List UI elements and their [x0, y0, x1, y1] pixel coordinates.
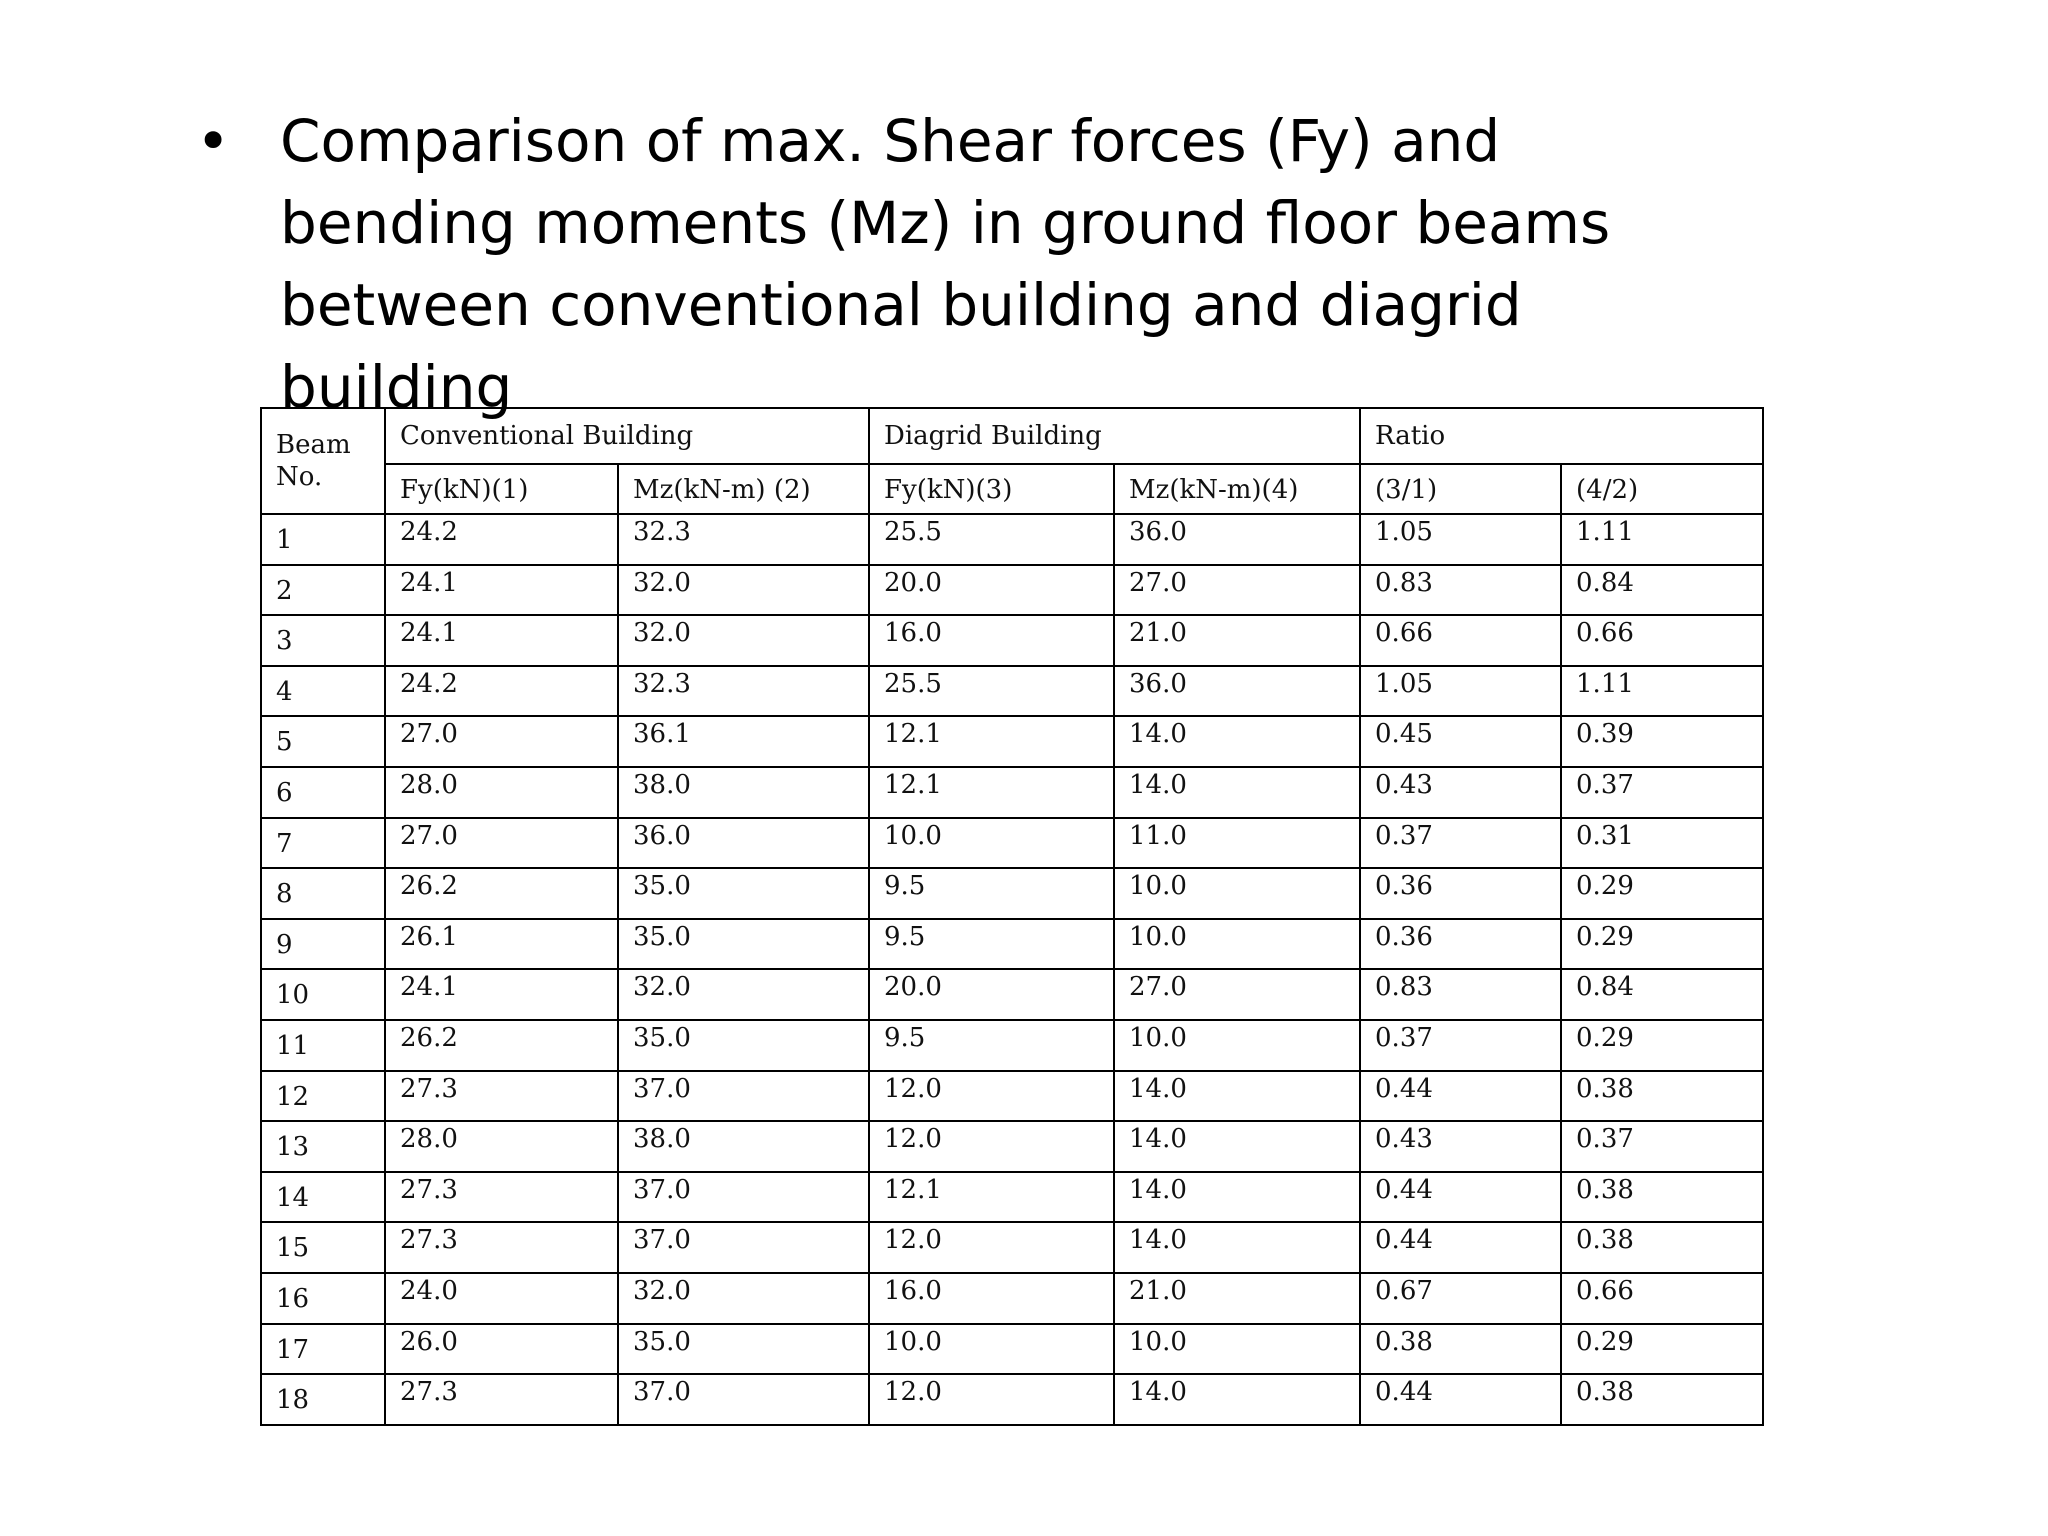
header-diagrid-fy: Fy(kN)(3) [869, 464, 1114, 514]
cell-beam-number: 6 [261, 767, 385, 818]
cell-conventional-fy: 24.0 [385, 1273, 618, 1324]
cell-diagrid-mz: 21.0 [1114, 615, 1360, 666]
cell-diagrid-fy: 16.0 [869, 615, 1114, 666]
cell-ratio-mz: 1.11 [1561, 666, 1763, 717]
cell-diagrid-fy: 10.0 [869, 1324, 1114, 1375]
cell-diagrid-mz: 14.0 [1114, 1374, 1360, 1425]
cell-ratio-fy: 0.44 [1360, 1172, 1561, 1223]
cell-diagrid-fy: 12.0 [869, 1071, 1114, 1122]
cell-beam-number: 15 [261, 1222, 385, 1273]
cell-diagrid-fy: 9.5 [869, 1020, 1114, 1071]
cell-conventional-fy: 27.0 [385, 818, 618, 869]
header-conventional-building: Conventional Building [385, 408, 869, 464]
cell-beam-number: 9 [261, 919, 385, 970]
cell-conventional-mz: 37.0 [618, 1374, 869, 1425]
table-row [261, 1020, 1763, 1071]
cell-diagrid-mz: 14.0 [1114, 1121, 1360, 1172]
cell-beam-number: 12 [261, 1071, 385, 1122]
cell-conventional-mz: 36.1 [618, 716, 869, 767]
cell-diagrid-mz: 14.0 [1114, 1172, 1360, 1223]
cell-beam-number: 17 [261, 1324, 385, 1375]
table-row [261, 969, 1763, 1020]
cell-diagrid-mz: 10.0 [1114, 1020, 1360, 1071]
cell-beam-number: 10 [261, 969, 385, 1020]
sub-header-row [261, 464, 1763, 514]
cell-conventional-mz: 38.0 [618, 1121, 869, 1172]
cell-diagrid-fy: 9.5 [869, 919, 1114, 970]
cell-diagrid-mz: 14.0 [1114, 767, 1360, 818]
table-row [261, 1273, 1763, 1324]
cell-diagrid-mz: 10.0 [1114, 868, 1360, 919]
cell-conventional-fy: 27.3 [385, 1222, 618, 1273]
header-ratio-fy: (3/1) [1360, 464, 1561, 514]
header-conventional-mz: Mz(kN-m) (2) [618, 464, 869, 514]
cell-diagrid-mz: 10.0 [1114, 919, 1360, 970]
cell-beam-number: 4 [261, 666, 385, 717]
cell-diagrid-mz: 10.0 [1114, 1324, 1360, 1375]
cell-ratio-mz: 0.38 [1561, 1172, 1763, 1223]
table-row [261, 1222, 1763, 1273]
cell-ratio-fy: 0.44 [1360, 1374, 1561, 1425]
cell-conventional-fy: 27.0 [385, 716, 618, 767]
table-row [261, 767, 1763, 818]
cell-ratio-mz: 0.29 [1561, 1324, 1763, 1375]
slide-title: Comparison of max. Shear forces (Fy) and bending moments (Mz) in ground floor beams between conventional building and diagrid building [280, 107, 1611, 421]
cell-conventional-mz: 36.0 [618, 818, 869, 869]
table-row [261, 666, 1763, 717]
cell-ratio-fy: 0.43 [1360, 1121, 1561, 1172]
cell-conventional-fy: 24.1 [385, 615, 618, 666]
table-row [261, 919, 1763, 970]
header-conventional-fy: Fy(kN)(1) [385, 464, 618, 514]
cell-diagrid-fy: 20.0 [869, 969, 1114, 1020]
table-row [261, 615, 1763, 666]
cell-diagrid-fy: 25.5 [869, 666, 1114, 717]
cell-conventional-mz: 32.3 [618, 514, 869, 565]
cell-ratio-mz: 0.29 [1561, 1020, 1763, 1071]
cell-ratio-mz: 0.37 [1561, 1121, 1763, 1172]
cell-diagrid-mz: 14.0 [1114, 716, 1360, 767]
cell-conventional-fy: 26.0 [385, 1324, 618, 1375]
cell-ratio-mz: 0.38 [1561, 1374, 1763, 1425]
cell-ratio-fy: 0.83 [1360, 565, 1561, 616]
cell-conventional-mz: 32.0 [618, 969, 869, 1020]
cell-ratio-mz: 0.84 [1561, 969, 1763, 1020]
header-beam-no: Beam No. [261, 408, 385, 514]
cell-conventional-fy: 26.1 [385, 919, 618, 970]
cell-ratio-fy: 0.66 [1360, 615, 1561, 666]
cell-conventional-fy: 26.2 [385, 1020, 618, 1071]
cell-diagrid-fy: 12.0 [869, 1222, 1114, 1273]
cell-conventional-mz: 37.0 [618, 1071, 869, 1122]
bullet-marker: • [196, 107, 231, 175]
cell-conventional-mz: 35.0 [618, 868, 869, 919]
cell-beam-number: 16 [261, 1273, 385, 1324]
cell-ratio-mz: 0.84 [1561, 565, 1763, 616]
cell-beam-number: 5 [261, 716, 385, 767]
cell-diagrid-fy: 12.0 [869, 1121, 1114, 1172]
cell-ratio-fy: 1.05 [1360, 514, 1561, 565]
cell-diagrid-fy: 25.5 [869, 514, 1114, 565]
table-row [261, 1172, 1763, 1223]
cell-conventional-mz: 35.0 [618, 919, 869, 970]
cell-diagrid-fy: 12.1 [869, 767, 1114, 818]
cell-diagrid-mz: 21.0 [1114, 1273, 1360, 1324]
cell-ratio-fy: 0.36 [1360, 868, 1561, 919]
cell-ratio-mz: 1.11 [1561, 514, 1763, 565]
group-header-row [261, 408, 1763, 464]
cell-ratio-fy: 0.37 [1360, 818, 1561, 869]
header-ratio-mz: (4/2) [1561, 464, 1763, 514]
cell-ratio-mz: 0.29 [1561, 868, 1763, 919]
cell-ratio-mz: 0.38 [1561, 1071, 1763, 1122]
cell-beam-number: 14 [261, 1172, 385, 1223]
cell-ratio-fy: 0.83 [1360, 969, 1561, 1020]
header-ratio: Ratio [1360, 408, 1763, 464]
cell-conventional-fy: 24.1 [385, 565, 618, 616]
cell-ratio-fy: 0.45 [1360, 716, 1561, 767]
table-row [261, 1071, 1763, 1122]
cell-beam-number: 1 [261, 514, 385, 565]
cell-diagrid-mz: 11.0 [1114, 818, 1360, 869]
cell-conventional-mz: 32.0 [618, 565, 869, 616]
cell-conventional-fy: 28.0 [385, 767, 618, 818]
table-row [261, 514, 1763, 565]
cell-ratio-mz: 0.39 [1561, 716, 1763, 767]
cell-conventional-mz: 37.0 [618, 1222, 869, 1273]
cell-ratio-fy: 0.37 [1360, 1020, 1561, 1071]
cell-ratio-mz: 0.37 [1561, 767, 1763, 818]
cell-ratio-mz: 0.38 [1561, 1222, 1763, 1273]
table-row [261, 868, 1763, 919]
cell-diagrid-mz: 36.0 [1114, 666, 1360, 717]
table-row [261, 1324, 1763, 1375]
cell-diagrid-mz: 14.0 [1114, 1222, 1360, 1273]
cell-ratio-mz: 0.66 [1561, 1273, 1763, 1324]
cell-conventional-mz: 32.0 [618, 1273, 869, 1324]
cell-conventional-mz: 32.0 [618, 615, 869, 666]
cell-ratio-fy: 0.44 [1360, 1071, 1561, 1122]
cell-conventional-fy: 24.2 [385, 514, 618, 565]
cell-conventional-fy: 27.3 [385, 1172, 618, 1223]
cell-diagrid-mz: 14.0 [1114, 1071, 1360, 1122]
cell-diagrid-fy: 12.1 [869, 1172, 1114, 1223]
table-row [261, 818, 1763, 869]
cell-conventional-fy: 28.0 [385, 1121, 618, 1172]
cell-ratio-fy: 0.67 [1360, 1273, 1561, 1324]
cell-diagrid-mz: 27.0 [1114, 969, 1360, 1020]
cell-diagrid-fy: 20.0 [869, 565, 1114, 616]
cell-beam-number: 2 [261, 565, 385, 616]
cell-conventional-mz: 35.0 [618, 1020, 869, 1071]
table-body [261, 514, 1763, 1425]
cell-diagrid-mz: 36.0 [1114, 514, 1360, 565]
cell-diagrid-fy: 10.0 [869, 818, 1114, 869]
cell-beam-number: 11 [261, 1020, 385, 1071]
cell-conventional-mz: 32.3 [618, 666, 869, 717]
cell-ratio-fy: 0.43 [1360, 767, 1561, 818]
cell-conventional-fy: 26.2 [385, 868, 618, 919]
cell-beam-number: 18 [261, 1374, 385, 1425]
table-row [261, 716, 1763, 767]
cell-beam-number: 3 [261, 615, 385, 666]
header-diagrid-building: Diagrid Building [869, 408, 1360, 464]
cell-ratio-fy: 0.36 [1360, 919, 1561, 970]
cell-ratio-fy: 0.44 [1360, 1222, 1561, 1273]
cell-conventional-fy: 27.3 [385, 1071, 618, 1122]
table-row [261, 565, 1763, 616]
table-row [261, 1374, 1763, 1425]
cell-diagrid-fy: 12.1 [869, 716, 1114, 767]
cell-ratio-mz: 0.66 [1561, 615, 1763, 666]
cell-diagrid-fy: 16.0 [869, 1273, 1114, 1324]
cell-diagrid-fy: 12.0 [869, 1374, 1114, 1425]
cell-diagrid-mz: 27.0 [1114, 565, 1360, 616]
cell-conventional-mz: 37.0 [618, 1172, 869, 1223]
cell-ratio-mz: 0.31 [1561, 818, 1763, 869]
cell-beam-number: 13 [261, 1121, 385, 1172]
cell-conventional-mz: 35.0 [618, 1324, 869, 1375]
cell-ratio-fy: 0.38 [1360, 1324, 1561, 1375]
cell-conventional-fy: 24.1 [385, 969, 618, 1020]
comparison-table [260, 407, 1764, 1426]
cell-ratio-mz: 0.29 [1561, 919, 1763, 970]
table-row [261, 1121, 1763, 1172]
header-diagrid-mz: Mz(kN-m)(4) [1114, 464, 1360, 514]
cell-beam-number: 8 [261, 868, 385, 919]
cell-ratio-fy: 1.05 [1360, 666, 1561, 717]
cell-conventional-mz: 38.0 [618, 767, 869, 818]
cell-conventional-fy: 27.3 [385, 1374, 618, 1425]
slide-text-block [196, 100, 1756, 428]
cell-beam-number: 7 [261, 818, 385, 869]
cell-conventional-fy: 24.2 [385, 666, 618, 717]
cell-diagrid-fy: 9.5 [869, 868, 1114, 919]
